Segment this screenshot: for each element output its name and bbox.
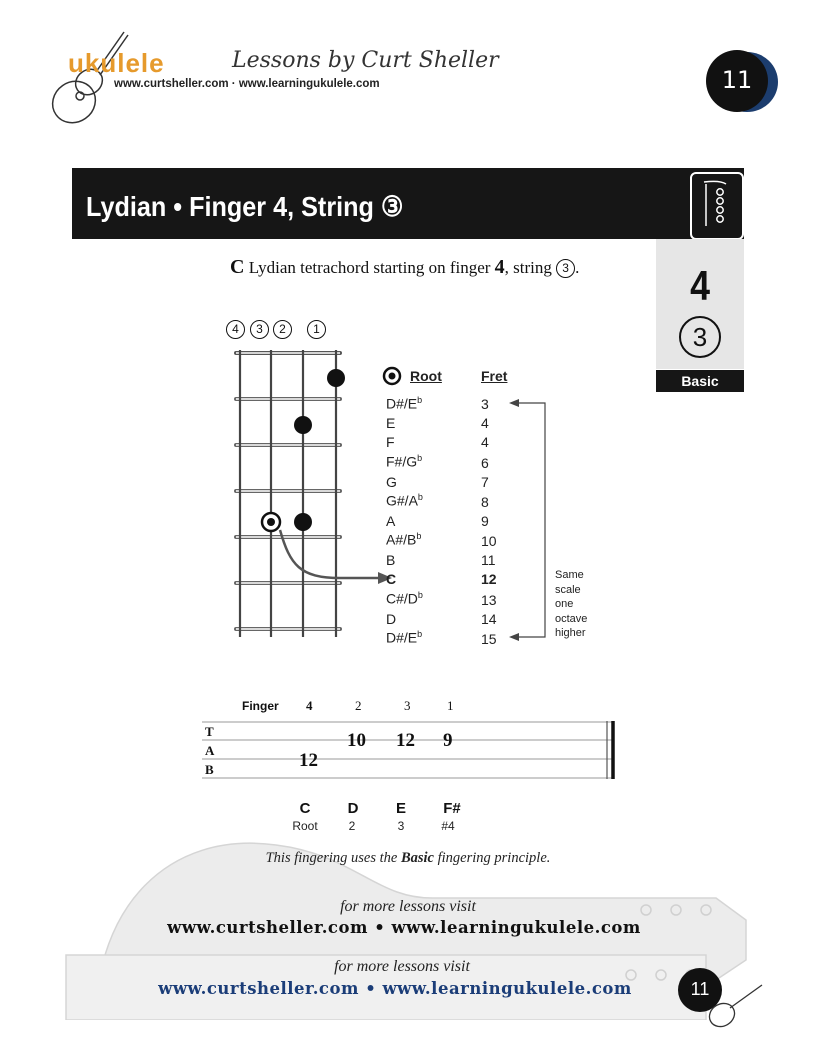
table-row-fret: 6	[481, 455, 489, 471]
subtitle-text-3: .	[575, 258, 580, 277]
scale-note-name: E	[395, 800, 406, 817]
subtitle-string: 3	[556, 259, 575, 278]
finger-dot	[327, 369, 345, 387]
root-column-header: Root	[410, 368, 442, 384]
side-tab-level: Basic	[656, 370, 744, 392]
root-legend-icon	[382, 366, 402, 386]
tab-finger-label: Finger	[242, 699, 279, 713]
side-tab-finger: 4	[690, 262, 710, 309]
table-row-note: $D\#/E^b$	[386, 395, 423, 412]
table-row-note: A	[386, 513, 396, 529]
fingering-principle-note: This fingering uses the Basic fingering principle.	[265, 850, 551, 866]
scale-note-name: F#	[443, 800, 461, 817]
octave-bracket	[505, 396, 555, 646]
table-row-fret: 11	[481, 552, 496, 568]
scale-note-name: D	[347, 800, 359, 817]
table-row-fret-root: 12	[481, 571, 497, 587]
mini-ukulele-icon	[700, 975, 770, 1035]
string-label-3: 3	[250, 320, 269, 339]
tab-letter-b: B	[205, 762, 214, 777]
scale-note-name: C	[299, 800, 311, 817]
footer-urls[interactable]: www.curtsheller.com • www.learningukulele.com	[167, 918, 641, 937]
string-label-4: 4	[226, 320, 245, 339]
footer-lead-repeat: for more lessons visit	[334, 958, 470, 975]
table-row-note-root: C	[386, 571, 397, 587]
table-row-fret: 10	[481, 533, 497, 549]
table-row-fret: 9	[481, 513, 489, 529]
table-row-fret: 3	[481, 396, 489, 412]
table-row-fret: 4	[481, 434, 489, 450]
subtitle-text-2: , string	[504, 258, 557, 277]
tab-letter-t: T	[205, 724, 214, 739]
table-row-fret: 4	[481, 415, 489, 431]
scale-degree: 3	[397, 819, 405, 833]
finger-dot	[294, 416, 312, 434]
table-row-note: B	[386, 552, 396, 568]
table-row-note: $F\#/G^b$	[386, 453, 423, 470]
table-row-fret: 14	[481, 611, 497, 627]
mini-page-badge: 11	[678, 968, 722, 1012]
footer-urls-repeat[interactable]: www.curtsheller.com • www.learningukulele.com	[158, 979, 632, 998]
fret-column-header: Fret	[481, 368, 508, 384]
table-row-note: $A\#/B^b$	[386, 531, 422, 548]
string-label-2: 2	[273, 320, 292, 339]
subtitle-key: C	[230, 256, 245, 278]
table-row-fret: 7	[481, 474, 489, 490]
table-row-fret: 8	[481, 494, 489, 510]
string-lines	[240, 350, 336, 637]
table-row-note: $D\#/E^b$	[386, 629, 423, 646]
table-row-note: E	[386, 415, 396, 431]
scale-degree: 2	[348, 819, 356, 833]
page-title: Lydian • Finger 4, String ③	[86, 191, 404, 222]
table-row-note: $G\#/A^b$	[386, 492, 423, 509]
table-row-fret: 15	[481, 631, 497, 647]
table-row-fret: 13	[481, 592, 497, 608]
octave-arrow	[270, 520, 400, 590]
logo-ukulele-text: ukulele	[68, 48, 165, 78]
subtitle	[230, 256, 579, 279]
tab-finger-number: 1	[447, 698, 454, 713]
tab-finger-number: 4	[306, 698, 313, 713]
tab-fret-number: 12	[396, 730, 415, 751]
tab-fret-number: 10	[347, 730, 366, 751]
subtitle-text-1: Lydian tetrachord starting on finger	[244, 258, 495, 277]
tab-finger-number: 3	[404, 698, 411, 713]
subtitle-finger: 4	[494, 256, 505, 278]
tab-fret-number: 12	[299, 750, 318, 771]
scale-degree: Root	[292, 819, 318, 833]
fingering-diagram-icon	[690, 172, 744, 240]
scale-degree: #4	[441, 819, 455, 833]
page-number-badge: 11	[706, 50, 768, 112]
fretboard-diagram	[228, 345, 348, 645]
table-row-note: $C\#/D^b$	[386, 590, 423, 607]
logo-urls: www.curtsheller.com · www.learningukulele.com	[114, 78, 380, 90]
tab-letter-a: A	[205, 743, 215, 758]
table-row-note: G	[386, 474, 397, 490]
logo-lessons-text: Lessons by Curt Sheller	[232, 48, 499, 73]
octave-note: Same scale one octave higher	[555, 569, 588, 639]
table-row-note: D	[386, 611, 397, 627]
side-tab-string: 3	[679, 316, 721, 358]
tab-finger-number: 2	[355, 698, 362, 713]
string-label-1: 1	[307, 320, 326, 339]
tab-fret-number: 9	[443, 730, 453, 751]
footer-lead: for more lessons visit	[340, 898, 476, 915]
table-row-note: F	[386, 434, 395, 450]
